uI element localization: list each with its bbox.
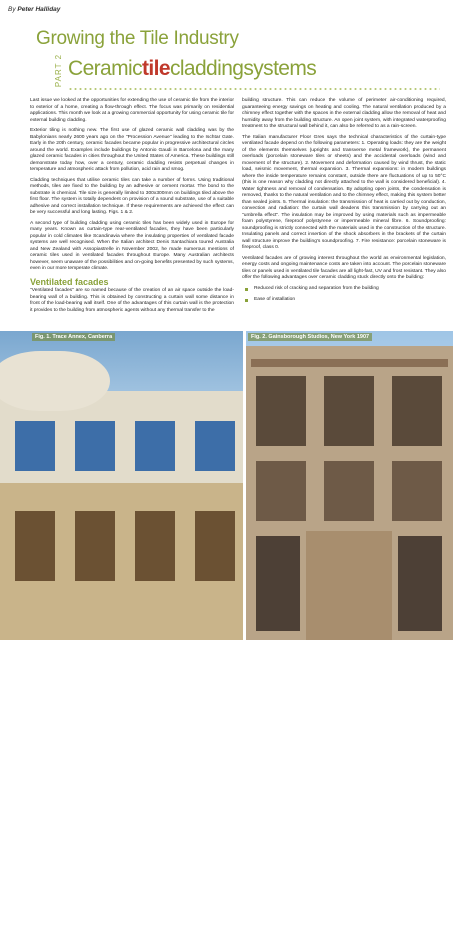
article-headline: Ceramictilecladdingsystems xyxy=(68,57,317,80)
column-right xyxy=(242,98,446,309)
photo-trace-annex xyxy=(0,331,243,947)
paragraph: Exterior tiling is nothing new. The first use of glazed ceramic wall cladding was by the Babylonians nearly 2600 years ago on the "Procession Avenue" leading to the Ischtar Gate. Early in the 20th century, ceramic facades became popular in progressive architectural circles around the world. Examples include buildings by Antonio Gaudi in Barcelona and the many glazed ceramic facades in cities throughout the United States of America. These buildings still demonstrate today how, over a century, ceramic cladding resists perpetual changes in temperature and atmospheric attack from pollution, acid rain and smog. xyxy=(30,128,234,172)
list-item: Ease of installation xyxy=(250,297,446,304)
paragraph: building structure. This can reduce the volume of perimeter air-conditioning required, guaranteeing energy savings on heating and cooling. The natural ventilation produced by a chimney effect together with the spaces in the external cladding allow the removal of heat and humidity away from the building structure. An open joint system, with integrated waterproofing treatment to the structural wall behind it, can also be referred to as a rain-screen. xyxy=(242,98,446,129)
section-heading: Ventilated facades xyxy=(30,276,109,287)
building-facade-illustration xyxy=(0,331,243,640)
advantages-list xyxy=(242,286,446,304)
building-facade-illustration xyxy=(246,331,453,640)
paragraph: The Italian manufacturer Floor Gres says the technical characteristics of the curtain-type ventilated facade depend on the following parameters: 1. Operating loads: they are the weight of the elements themselves (uprights and transverse metal framework), the permanent overloads (porcelain stoneware tiles or sheets) and the accidental overloads (wind and movement of the structure). 2. Movement and deformation caused by wind thrust, the static load, seismic movement, thermal expansion. 3. Thermal expansions: in modern buildings where the inside temperature remains constant, outside there are fluctuations of up to 50°C (this is one reason why cladding not directly attached to the wall is considered beneficial). 4. Water tightness and removal of condensation. By adopting open joints, the condensation is removed, thanks to the natural ventilation and to the chimney effect, making this system better than sealed joints. 5. Thermal insulation: the transmission of heat is carried out by conduction, convection and radiation: the curtain wall deadens this transmission by carrying out an "umbrella effect". The insulation may be improved by using materials such as impermeable foam polystyrene, fireproof polystyrene or impermeable mineral fibre. 6. Soundproofing: soundproofing is strictly connected with the materials used in the construction of the structure. Insulating panels and correct insertion of the shock absorbers in the brackets of the curtain wall structure improve the building's soundproofing. 7. Fire resistance: porcelain stoneware is fireproof, class 0. xyxy=(242,134,446,250)
issue-info: ISSUE #19 tiletoday.com.au xyxy=(24,935,64,947)
column-left xyxy=(30,98,234,318)
paragraph: A second type of building cladding using ceramic tiles has been widely used in Europe for many years. Known as curtain-type rear-ventilated facades, they have been particularly popular in cold climates like Scandinavia where the insulating properties of ventilated facade systems are well recognised. When the Italian architect Denis Santachiara toured Australia and New Zealand with Assopiastrelle in November 2002, he made numerous mentions of ceramic tiles used in ventilated facades throughout Europe. Many Australian architects however, seem unaware of the possibilities and on-going benefits presented by such systems, even in our more temperate climate. xyxy=(30,220,234,271)
part-label: PART 2 xyxy=(54,53,64,88)
figure-caption: Fig. 1. Trace Annex, Canberra xyxy=(32,333,115,341)
paragraph: Last issue we looked at the opportunities for extending the use of ceramic tile from the interior to exterior of a home, creating a flow-through effect. The focus was primarily on residential applications. This month we look at a growing commercial opportunity for using ceramic tile for external building cladding. xyxy=(30,98,234,123)
author-name: Peter Halliday xyxy=(17,6,61,13)
photo-gainsborough-studios xyxy=(246,331,453,640)
dotted-rule xyxy=(68,86,440,92)
paragraph: Ventilated facades are of growing interest throughout the world as environmental legislation, energy costs and ongoing maintenance costs are taken into account. The porcelain stoneware tiles or panels used in ventilated tile facades are all light-fast, UV and frost resistant. They also offer the following advantages over ceramic cladding stuck directly onto the building: xyxy=(242,255,446,280)
page-number: 20 xyxy=(8,935,21,947)
byline: By Peter Halliday xyxy=(8,6,61,13)
figure-caption: Fig. 2. Gainsborough Studios, New York 1907 xyxy=(248,333,372,341)
paragraph: "Ventilated facades" are so named because of the creation of an air space outside the load-bearing wall of a building. This is obtained by constructing a curtain wall some distance in front of the load-bearing wall itself. One of the advantages of this curtain wall is the protection it provides to the building from atmospheric agents without any thermal transfer to the xyxy=(30,288,234,313)
series-title: Growing the Tile Industry xyxy=(36,28,239,49)
paragraph: Cladding techniques that utilise ceramic tiles can take a number of forms. Using traditional methods, tiles are fixed to the building by an adhesive or cement mortar. The bond to the substrate is chemical. Tile size is generally limited to 300x300mm on buildings tiled above the first floor. The system is totally dependent on provision of a sound substrate, use of a suitable adhesive and correct installation technique. If these requirements are achieved the effect can be very successful and long lasting. Figs. 1 & 2. xyxy=(30,177,234,215)
list-item: Reduced risk of cracking and separation from the building xyxy=(250,286,446,293)
